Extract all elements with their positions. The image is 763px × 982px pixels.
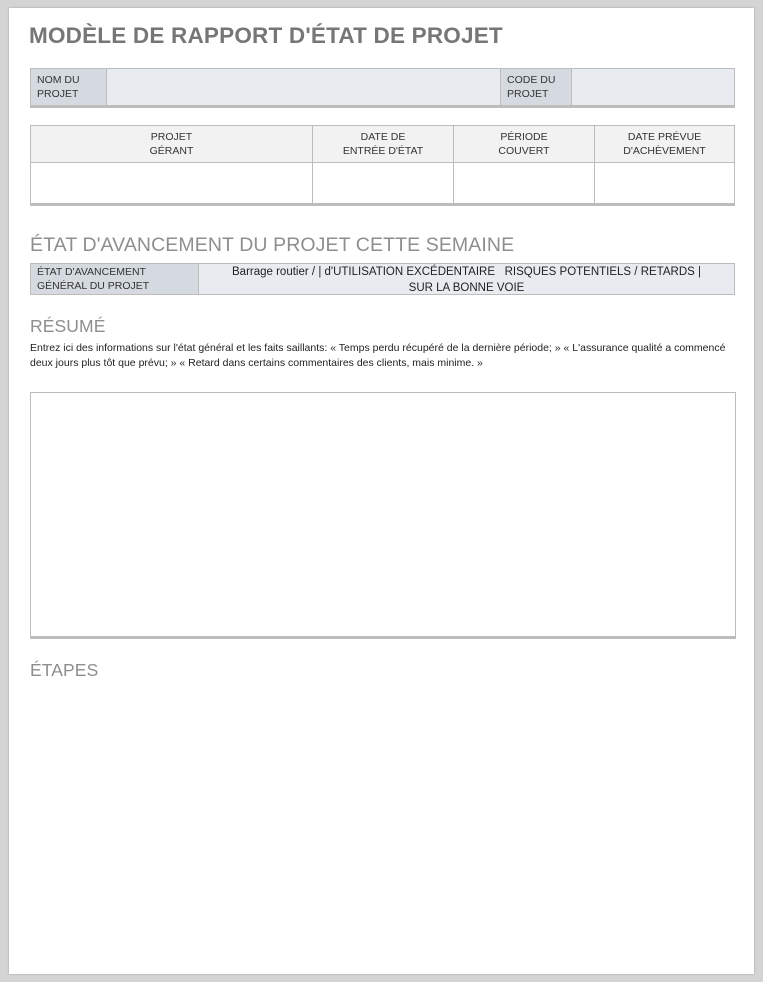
status-option-on-track[interactable]: SUR LA BONNE VOIE — [408, 282, 525, 294]
header-status-entry-date: DATE DE ENTRÉE D'ÉTAT — [313, 126, 454, 163]
overall-status-row — [30, 263, 735, 295]
summary-text-box[interactable] — [30, 392, 736, 639]
project-code-label: CODE DU PROJET — [501, 69, 572, 107]
overall-status-options[interactable] — [199, 264, 734, 294]
status-separator: | — [698, 266, 701, 278]
period-covered-field[interactable] — [454, 163, 595, 205]
status-separator: | — [318, 266, 322, 278]
header-period-covered: PÉRIODE COUVERT — [454, 126, 595, 163]
header-project-manager: PROJET GÉRANT — [31, 126, 313, 163]
project-code-field[interactable] — [572, 69, 735, 107]
project-name-field[interactable] — [107, 69, 501, 107]
project-details-table — [30, 125, 735, 206]
status-option-overuse[interactable]: d'UTILISATION EXCÉDENTAIRE — [324, 266, 495, 278]
project-info-table — [30, 68, 735, 108]
status-section-heading: ÉTAT D'AVANCEMENT DU PROJET CETTE SEMAINE — [30, 234, 515, 256]
planned-completion-date-field[interactable] — [595, 163, 735, 205]
project-manager-field[interactable] — [31, 163, 313, 205]
header-planned-completion-date: DATE PRÉVUE D'ACHÈVEMENT — [595, 126, 735, 163]
status-option-roadblock[interactable]: Barrage routier / — [232, 266, 316, 278]
overall-status-label: ÉTAT D'AVANCEMENT GÉNÉRAL DU PROJET — [31, 264, 199, 294]
status-option-potential-risks[interactable]: RISQUES POTENTIELS / RETARDS — [504, 266, 695, 278]
status-entry-date-field[interactable] — [313, 163, 454, 205]
summary-heading: RÉSUMÉ — [30, 316, 106, 336]
document-page — [9, 8, 754, 974]
summary-instructions: Entrez ici des informations sur l'état général et les faits saillants: « Temps perdu récupéré de la dernière période; » « L'assurance qualité a commencé deux jours plus tôt que prévu; » « Retard dans certains commentaires des clients, mais minime. » — [30, 342, 726, 369]
document-title: MODÈLE DE RAPPORT D'ÉTAT DE PROJET — [29, 23, 503, 48]
project-name-label: NOM DU PROJET — [31, 69, 107, 107]
milestones-heading: ÉTAPES — [30, 660, 99, 680]
